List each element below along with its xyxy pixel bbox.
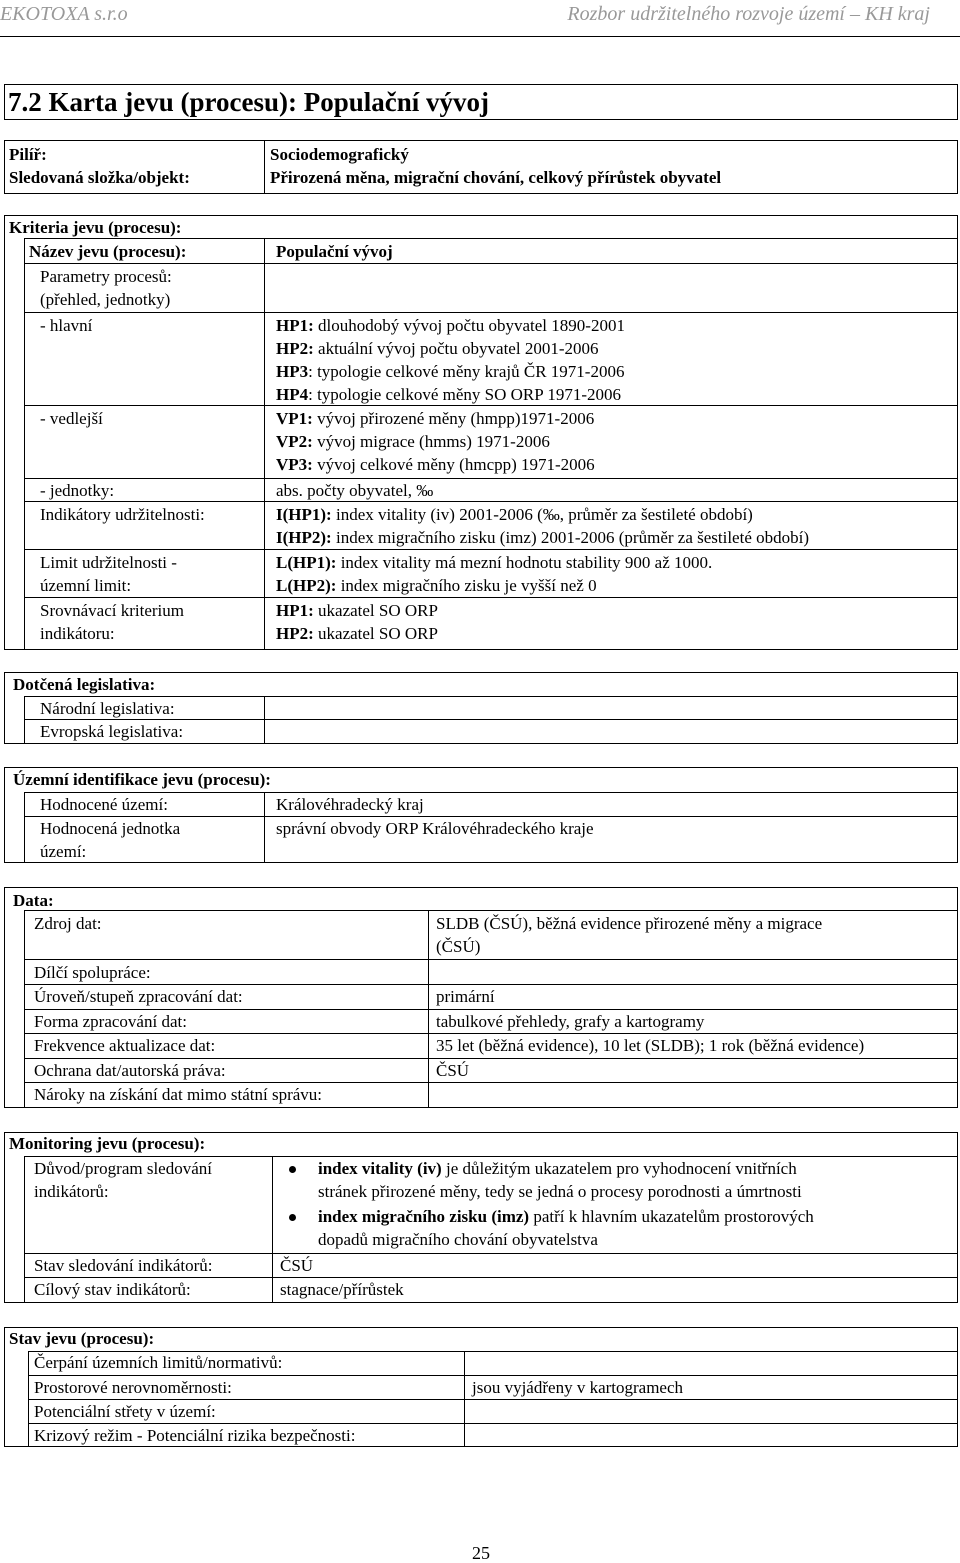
kriteria-rule-8 bbox=[24, 597, 958, 598]
srovn-label-2: indikátoru: bbox=[40, 624, 115, 643]
bullet-2-term: index migračního zisku (imz) bbox=[318, 1207, 530, 1226]
lhp2-row bbox=[276, 576, 597, 596]
header-divider bbox=[0, 36, 960, 37]
ihp2-text: index migračního zisku (imz) 2001-2006 (průměr za šestileté období) bbox=[335, 528, 810, 547]
stav-rule-3 bbox=[28, 1399, 958, 1400]
vp3-row bbox=[276, 455, 595, 475]
limit-label-1: Limit udržitelnosti - bbox=[40, 553, 177, 572]
monitoring-heading: Monitoring jevu (procesu): bbox=[9, 1134, 206, 1153]
uzemi-value: Královéhradecký kraj bbox=[276, 795, 424, 814]
legislativa-rule-1 bbox=[24, 696, 958, 697]
limit-label-2: územní limit: bbox=[40, 576, 132, 595]
hp1-row bbox=[276, 316, 625, 336]
monitoring-indent-line bbox=[24, 1156, 25, 1303]
hlavni-label: - hlavní bbox=[40, 316, 93, 335]
stav-heading: Stav jevu (procesu): bbox=[9, 1329, 155, 1348]
data-rule-6 bbox=[24, 1058, 958, 1059]
ochrana-label: Ochrana dat/autorská práva: bbox=[34, 1061, 226, 1080]
jednotka-label-1: Hodnocená jednotka bbox=[40, 819, 181, 838]
pilir-label: Pilíř: bbox=[9, 145, 47, 164]
zdroj-value-1: SLDB (ČSÚ), běžná evidence přirozené měny a migrace bbox=[436, 914, 823, 933]
bullet-1-line-2: stránek přirozené měny, tedy se jedná o procesy porodnosti a úmrtnosti bbox=[318, 1182, 802, 1201]
srovn-label-1: Srovnávací kriterium bbox=[40, 601, 184, 620]
uzemni-rule-2 bbox=[24, 816, 958, 817]
page-number: 25 bbox=[472, 1543, 490, 1563]
stav-sledovani-label: Stav sledování indikátorů: bbox=[34, 1256, 213, 1275]
kriteria-indent-line bbox=[24, 238, 25, 650]
vp1-text: vývoj přirozené měny (hmpp)1971-2006 bbox=[317, 409, 595, 428]
shp2-code: HP2: bbox=[276, 624, 314, 643]
lhp2-text: index migračního zisku je vyšší než 0 bbox=[340, 576, 597, 595]
cilovy-stav-value: stagnace/přírůstek bbox=[280, 1280, 404, 1299]
hp2-text: aktuální vývoj počtu obyvatel 2001-2006 bbox=[318, 339, 599, 358]
lhp1-code: L(HP1): bbox=[276, 553, 337, 572]
jednotka-value: správní obvody ORP Královéhradeckého kraje bbox=[276, 819, 594, 838]
hp4-code: HP4 bbox=[276, 385, 309, 404]
kriteria-rule-1 bbox=[24, 238, 958, 239]
shp1-code: HP1: bbox=[276, 601, 314, 620]
hp4-text: : typologie celkové měny SO ORP 1971-2006 bbox=[308, 385, 622, 404]
kriteria-rule-4 bbox=[24, 405, 958, 406]
nazev-label: Název jevu (procesu): bbox=[29, 242, 187, 261]
legislativa-indent-line bbox=[24, 696, 25, 744]
hp3-text: : typologie celkové měny krajů ČR 1971-2006 bbox=[308, 362, 625, 381]
hp4-row bbox=[276, 385, 621, 405]
legislativa-rule-2 bbox=[24, 719, 958, 720]
uroven-label: Úroveň/stupeň zpracování dat: bbox=[34, 987, 243, 1006]
monitoring-rule-2 bbox=[24, 1253, 958, 1254]
prehled-label: (přehled, jednotky) bbox=[40, 290, 171, 309]
pilir-divider bbox=[264, 140, 265, 194]
frekvence-label: Frekvence aktualizace dat: bbox=[34, 1036, 216, 1055]
prostorove-label: Prostorové nerovnoměrnosti: bbox=[34, 1378, 232, 1397]
legislativa-divider bbox=[264, 696, 265, 744]
bullet-1-text: je důležitým ukazatelem pro vyhodnocení vnitřních bbox=[441, 1159, 797, 1178]
header-company: EKOTOXA s.r.o bbox=[0, 3, 128, 25]
potencialni-label: Potenciální střety v území: bbox=[34, 1402, 216, 1421]
lhp1-row bbox=[276, 553, 712, 573]
frekvence-value: 35 let (běžná evidence), 10 let (SLDB); 1 rok (běžná evidence) bbox=[436, 1036, 865, 1055]
kriteria-rule-5 bbox=[24, 478, 958, 479]
uzemni-heading: Územní identifikace jevu (procesu): bbox=[13, 770, 271, 789]
legislativa-heading: Dotčená legislativa: bbox=[13, 675, 156, 694]
bullet-1-line-1 bbox=[318, 1159, 797, 1179]
monitoring-rule-1 bbox=[24, 1156, 958, 1157]
forma-label: Forma zpracování dat: bbox=[34, 1012, 187, 1031]
bullet-1-term: index vitality (iv) bbox=[318, 1159, 442, 1178]
data-rule-4 bbox=[24, 1009, 958, 1010]
monitoring-divider bbox=[272, 1156, 273, 1303]
zdroj-label: Zdroj dat: bbox=[34, 914, 102, 933]
kriteria-rule-3 bbox=[24, 312, 958, 313]
narodni-label: Národní legislativa: bbox=[40, 699, 175, 718]
hp2-code: HP2: bbox=[276, 339, 314, 358]
ihp2-code: I(HP2): bbox=[276, 528, 332, 547]
duvod-label-2: indikátorů: bbox=[34, 1182, 109, 1201]
krizovy-label: Krizový režim - Potenciální rizika bezpečnosti: bbox=[34, 1426, 356, 1445]
stav-rule-4 bbox=[28, 1423, 958, 1424]
vp3-text: vývoj celkové měny (hmcpp) 1971-2006 bbox=[317, 455, 595, 474]
parametry-label: Parametry procesů: bbox=[40, 267, 172, 286]
prostorove-value: jsou vyjádřeny v kartogramech bbox=[472, 1378, 684, 1397]
shp2-row bbox=[276, 624, 438, 644]
evropska-label: Evropská legislativa: bbox=[40, 722, 184, 741]
hp1-text: dlouhodobý vývoj počtu obyvatel 1890-2001 bbox=[318, 316, 625, 335]
bullet-2-line-2: dopadů migračního chování obyvatelstva bbox=[318, 1230, 598, 1249]
vp1-code: VP1: bbox=[276, 409, 313, 428]
stav-rule-1 bbox=[28, 1351, 958, 1352]
vp1-row bbox=[276, 409, 594, 429]
uzemni-rule-1 bbox=[24, 792, 958, 793]
lhp2-code: L(HP2): bbox=[276, 576, 337, 595]
page-title: 7.2 Karta jevu (procesu): Populační vývoj bbox=[8, 87, 489, 117]
forma-value: tabulkové přehledy, grafy a kartogramy bbox=[436, 1012, 705, 1031]
dilci-label: Dílčí spolupráce: bbox=[34, 963, 151, 982]
data-rule-2 bbox=[24, 959, 958, 960]
slozka-label: Sledovaná složka/objekt: bbox=[9, 168, 190, 187]
shp2-text: ukazatel SO ORP bbox=[318, 624, 438, 643]
cerpani-label: Čerpání územních limitů/normativů: bbox=[34, 1353, 283, 1372]
monitoring-rule-3 bbox=[24, 1277, 958, 1278]
data-rule-7 bbox=[24, 1082, 958, 1083]
indikatory-label: Indikátory udržitelnosti: bbox=[40, 505, 205, 524]
ochrana-value: ČSÚ bbox=[436, 1061, 470, 1080]
jednotky-label: - jednotky: bbox=[40, 481, 115, 500]
cilovy-stav-label: Cílový stav indikátorů: bbox=[34, 1280, 191, 1299]
hp3-row bbox=[276, 362, 624, 382]
ihp1-code: I(HP1): bbox=[276, 505, 332, 524]
hp2-row bbox=[276, 339, 598, 359]
ihp1-text: index vitality (iv) 2001-2006 (‰, průměr za šestileté období) bbox=[335, 505, 753, 524]
header-document-title: Rozbor udržitelného rozvoje území – KH kraj bbox=[567, 3, 930, 25]
uzemni-divider bbox=[264, 792, 265, 863]
data-rule-1 bbox=[24, 910, 958, 911]
jednotka-label-2: území: bbox=[40, 842, 87, 861]
ihp2-row bbox=[276, 528, 809, 548]
bullet-2-text: patří k hlavním ukazatelům prostorových bbox=[529, 1207, 814, 1226]
naroky-label: Nároky na získání dat mimo státní správu: bbox=[34, 1085, 322, 1104]
vp3-code: VP3: bbox=[276, 455, 313, 474]
vp2-text: vývoj migrace (hmms) 1971-2006 bbox=[317, 432, 550, 451]
ihp1-row bbox=[276, 505, 753, 525]
bullet-2-line-1 bbox=[318, 1207, 814, 1227]
jednotky-value: abs. počty obyvatel, ‰ bbox=[276, 481, 434, 500]
zdroj-value-2: (ČSÚ) bbox=[436, 937, 481, 956]
kriteria-heading: Kriteria jevu (procesu): bbox=[9, 218, 182, 237]
kriteria-rule-2 bbox=[24, 263, 958, 264]
stav-sledovani-value: ČSÚ bbox=[280, 1256, 314, 1275]
bullet-icon bbox=[289, 1166, 296, 1173]
bullet-icon bbox=[289, 1214, 296, 1221]
vedlejsi-label: - vedlejší bbox=[40, 409, 103, 428]
hp3-code: HP3 bbox=[276, 362, 309, 381]
vp2-row bbox=[276, 432, 550, 452]
nazev-value: Populační vývoj bbox=[276, 242, 393, 261]
hp1-code: HP1: bbox=[276, 316, 314, 335]
lhp1-text: index vitality má mezní hodnotu stability 900 až 1000. bbox=[340, 553, 713, 572]
data-heading: Data: bbox=[13, 891, 54, 910]
shp1-row bbox=[276, 601, 438, 621]
duvod-label-1: Důvod/program sledování bbox=[34, 1159, 212, 1178]
stav-rule-2 bbox=[28, 1375, 958, 1376]
pilir-value: Sociodemografický bbox=[270, 145, 409, 164]
uzemni-indent-line bbox=[24, 792, 25, 863]
kriteria-divider bbox=[264, 238, 265, 650]
shp1-text: ukazatel SO ORP bbox=[318, 601, 438, 620]
data-rule-5 bbox=[24, 1033, 958, 1034]
data-rule-3 bbox=[24, 984, 958, 985]
uzemi-label: Hodnocené území: bbox=[40, 795, 168, 814]
vp2-code: VP2: bbox=[276, 432, 313, 451]
kriteria-rule-6 bbox=[24, 501, 958, 502]
kriteria-rule-7 bbox=[24, 549, 958, 550]
uroven-value: primární bbox=[436, 987, 495, 1006]
slozka-value: Přirozená měna, migrační chování, celkový přírůstek obyvatel bbox=[270, 168, 722, 187]
